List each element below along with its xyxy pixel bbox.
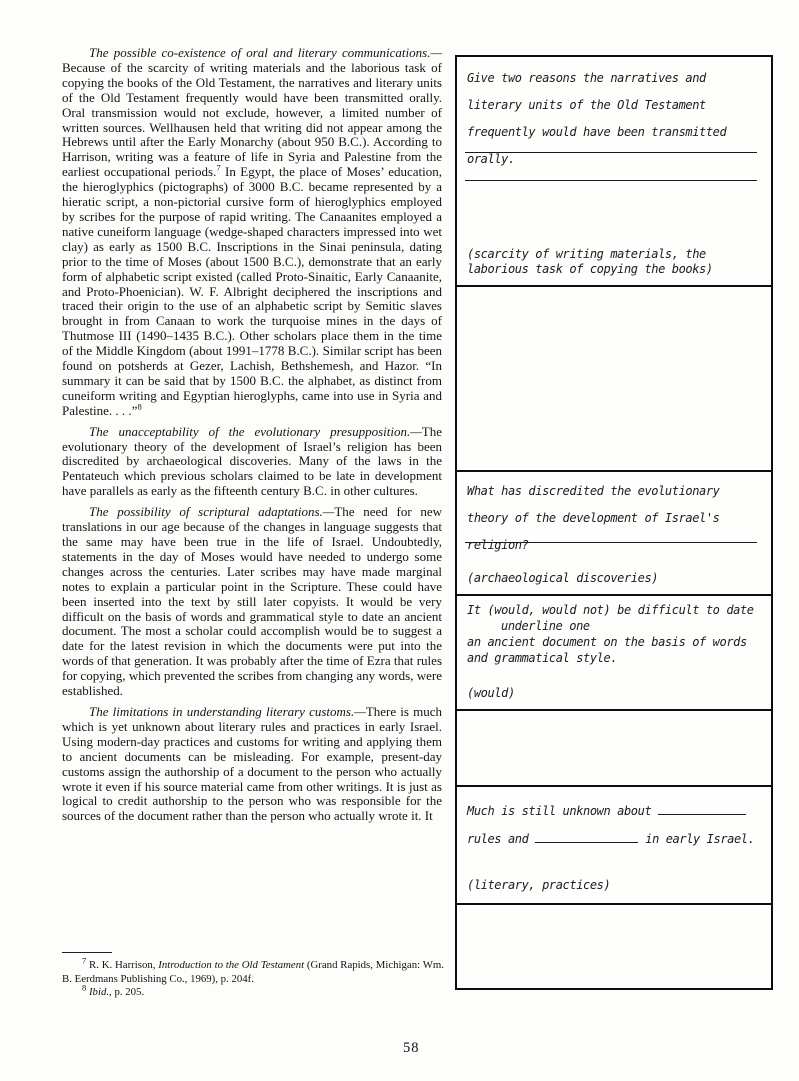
footnote-7-author: R. K. Harrison, [89, 959, 159, 971]
page-number: 58 [403, 1040, 420, 1056]
footnote-8 [62, 982, 444, 1000]
footnote-marker-8: 8 [137, 401, 142, 412]
workbook-box-evolutionary-theory [455, 470, 773, 596]
footnote-7-marker: 7 [82, 955, 87, 966]
footnote-8-ibid: Ibid. [88, 986, 110, 998]
question-line [467, 797, 765, 825]
workbook-question: What has discredited the evolutionary theory of the development of Israel's religion? [467, 484, 720, 552]
footnote-7-title: Introduction to the Old Testament [158, 959, 305, 971]
footnote-7 [62, 955, 444, 986]
workbook-box-fill-in-blanks [455, 785, 773, 905]
workbook-box-dating-documents [455, 594, 773, 711]
fill-in-blank [658, 803, 746, 815]
footnotes-block [62, 952, 444, 1000]
paragraph-lead-in: The possibility of scriptural adaptations.— [89, 504, 335, 520]
paragraph-adaptations [62, 505, 442, 699]
paragraph-lead-in: The unacceptability of the evolutionary presupposition.— [89, 423, 422, 439]
workbook-box-empty-1 [455, 285, 773, 472]
article-text-column [62, 46, 442, 830]
workbook-question [467, 602, 763, 666]
footnote-8-page: , p. 205. [109, 986, 145, 998]
workbook-box-oral-transmission [455, 55, 773, 287]
fill-in-blank [535, 831, 638, 843]
footnote-separator-rule [62, 952, 112, 953]
footnote-7-publisher: (Grand Rapids, Michigan: Wm. B. Eerdmans Publishing Co., 1969), p. 204f. [62, 959, 444, 985]
question-text: in early Israel. [645, 832, 755, 846]
paragraph-body: Because of the scarcity of writing materials and the laborious task of copying the books of the Old Testament, the narratives and literary units of the Old Testament frequently would have been transmitted orally. Oral transmission would not exclude, however, a limited number of written sources. Wellhausen held that writing did not appear among the Hebrews until after the Early Monarchy (about 950 B.C.). According to Harrison, writing was a feature of life in Syria and Palestine from the earliest occupational periods. [62, 59, 442, 180]
workbook-column [455, 55, 773, 990]
workbook-question: Give two reasons the narratives and literary units of the Old Testament frequently would have been transmitted orally. [467, 71, 727, 166]
question-line: and grammatical style. [467, 651, 618, 665]
workbook-answer: (archaeological discoveries) [467, 571, 659, 585]
paragraph-evolutionary [62, 425, 442, 500]
workbook-question [467, 797, 765, 853]
question-text: Much is still unknown about [467, 804, 652, 818]
answer-blank-line [465, 180, 757, 181]
footnote-8-marker: 8 [82, 982, 87, 993]
paragraph-body: The evolutionary theory of the development of Israel’s religion has been discredited by archaeological discoveries. Many of the laws in the Pentateuch which previous scholars claimed to be late in development have parallels as early as the fifteenth century B.C. in other cultures. [62, 423, 442, 499]
paragraph-body: There is much which is yet unknown about literary rules and practices in early Israel. Using modern-day practices and customs for writing and applying them to ancient documents can be misleading. For example, present-day customs assign the authorship of a document to the person who actually wrote it even if his source material came from other writings. It is just as logical to credit authorship to the person who was responsible for the sources of the document rather than the person who actually wrote it. It [62, 703, 442, 824]
question-line: an ancient document on the basis of words [467, 635, 747, 649]
paragraph-body: The need for new translations in our age because of the changes in language suggests that the same may have been true in the life of Israel. Undoubtedly, statements in the day of Moses would have needed to undergo some changes across the centuries. Later scribes may have made marginal notes to explain a particular point in the Scripture. These could have been inserted into the text by still later copyists. It would be very difficult on the basis of words and grammatical style to date an ancient document. The most a scholar could accomplish would be to suggest a date for the latest revision in which the documents were put into the words of that generation. It was probably after the time of Ezra that rules for copying, which prevented the scribes from changing any words, were established. [62, 504, 443, 699]
workbook-box-empty-2 [455, 709, 773, 787]
paragraph-limitations [62, 705, 442, 824]
workbook-box-empty-3 [455, 903, 773, 990]
footnote-marker-7: 7 [216, 162, 221, 173]
answer-blank-line [465, 542, 757, 543]
paragraph-lead-in: The limitations in understanding literary customs.— [89, 703, 366, 719]
paragraph-oral-literary [62, 46, 442, 419]
question-line [467, 825, 765, 853]
question-line: It (would, would not) be difficult to date [467, 603, 754, 617]
workbook-answer: (literary, practices) [467, 878, 611, 892]
answer-blank-line [465, 152, 757, 153]
workbook-answer: (scarcity of writing materials, the laborious task of copying the books) [467, 247, 713, 276]
underline-one-instruction: underline one [501, 619, 590, 633]
paragraph-lead-in: The possible co-existence of oral and literary communications.— [89, 45, 442, 60]
question-text: rules and [467, 832, 529, 846]
paragraph-body: In Egypt, the place of Moses’ education, the hieroglyphics (pictographs) of 3000 B.C. became represented by a hieratic script, a non-pictorial cursive form of hieroglyphics employed by scribes for the purpose of rapid writing. The Canaanites employed a native cuneiform language (wedge-shaped characters impressed into wet clay) as early as 1500 B.C. Inscriptions in the Sinai peninsula, dating prior to the time of Moses (about 1500 B.C.), demonstrate that an early form of alphabetic script existed (called Proto-Sinaitic, Early Canaanite, and Proto-Phoenician). W. F. Albright deciphered the inscriptions and traced their origin to the use of an alphabetic script by Semitic slaves brought in from Canaan to work the turquoise mines in the days of Thutmose III (1490–1435 B.C.). Other scholars place them in the time of the Middle Kingdom (about 1991–1778 B.C.). Similar script has been found on potsherds at Gezer, Lachish, Bethshemesh, and Hazor. “In summary it can be said that by 1500 B.C. the alphabet, as distinct from cuneiform writing and Egyptian hieroglyphs, came into use in Syria and Palestine. . . .” [62, 164, 442, 418]
workbook-answer: (would) [467, 686, 515, 700]
